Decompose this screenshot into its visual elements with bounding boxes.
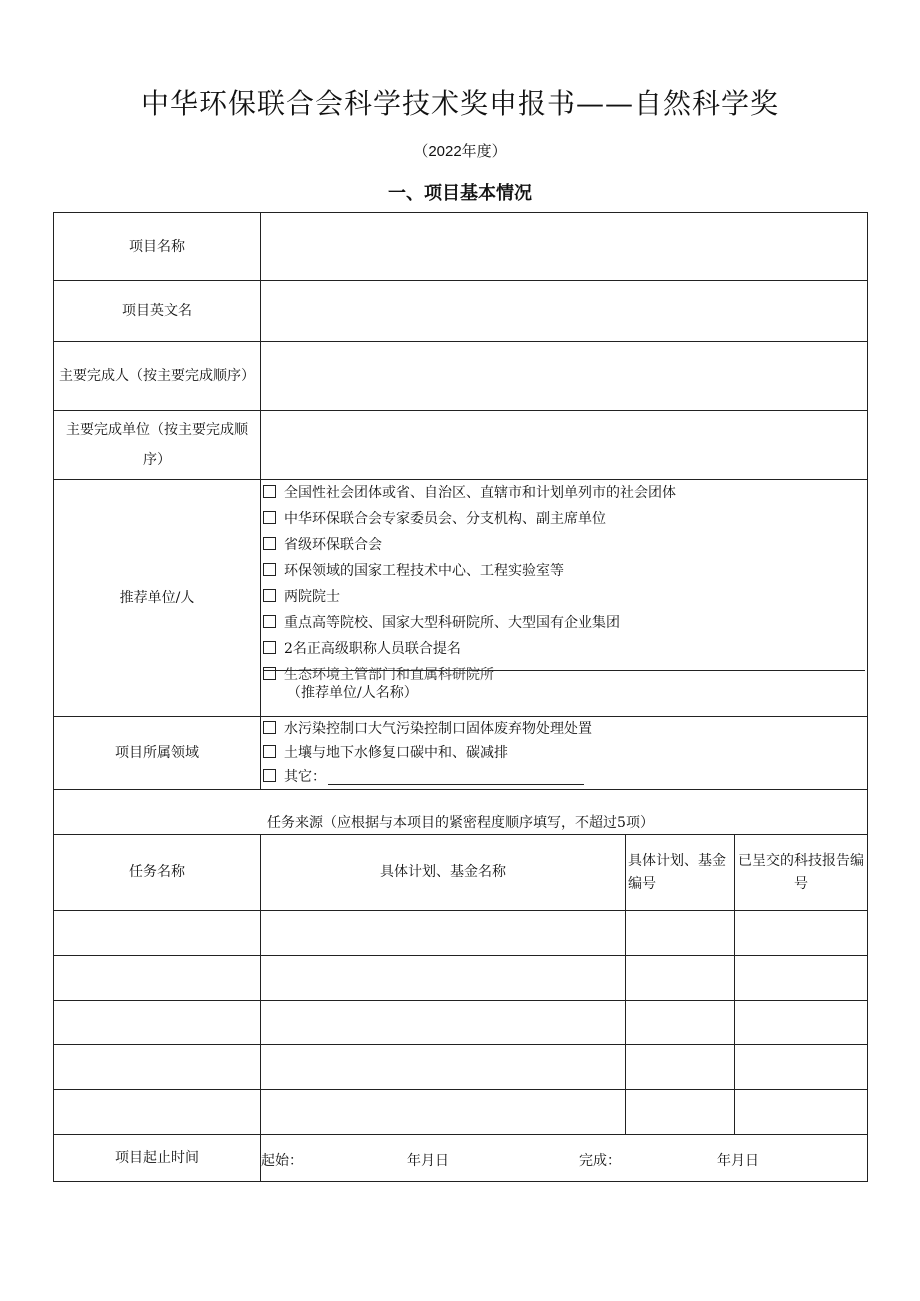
table-row <box>54 956 868 1001</box>
other-input-line[interactable] <box>328 770 584 785</box>
end-date[interactable]: 年月日 <box>717 1153 759 1169</box>
cell-plan-no[interactable] <box>626 1001 735 1045</box>
header-plan-name: 具体计划、基金名称 <box>261 835 626 911</box>
row-project-en-name <box>54 281 868 342</box>
period-cell <box>261 1135 868 1182</box>
row-recommender <box>54 480 868 717</box>
checkbox-icon[interactable] <box>263 769 276 782</box>
row-task-headers <box>54 835 868 911</box>
cell-report-no[interactable] <box>735 1001 868 1045</box>
cell-report-no[interactable] <box>735 1090 868 1135</box>
checkbox-icon[interactable] <box>263 745 276 758</box>
start-label: 起始： <box>261 1153 303 1169</box>
label-main-completers: 主要完成人（按主要完成顺序） <box>54 342 261 411</box>
header-task-name: 任务名称 <box>54 835 261 911</box>
cell-plan-name[interactable] <box>261 1045 626 1090</box>
recommender-option[interactable]: 省级环保联合会 <box>263 532 865 558</box>
cell-task-name[interactable] <box>54 1045 261 1090</box>
label-project-en-name: 项目英文名 <box>54 281 261 342</box>
table-row <box>54 1090 868 1135</box>
recommender-option[interactable]: 重点高等院校、国家大型科研院所、大型国有企业集团 <box>263 610 865 636</box>
header-report-no: 已呈交的科技报告编号 <box>735 835 868 911</box>
input-project-en-name[interactable] <box>261 281 868 342</box>
checkbox-icon[interactable] <box>263 641 276 654</box>
recommender-option[interactable]: 全国性社会团体或省、自治区、直辖市和计划单列市的社会团体 <box>263 480 865 506</box>
recommender-option[interactable]: 生态环境主管部门和直属科研院所 <box>263 662 865 675</box>
cell-report-no[interactable] <box>735 1045 868 1090</box>
recommender-options <box>263 480 865 683</box>
checkbox-icon[interactable] <box>263 721 276 734</box>
label-domain: 项目所属领域 <box>54 717 261 790</box>
row-period <box>54 1135 868 1182</box>
cell-plan-no[interactable] <box>626 1045 735 1090</box>
cell-task-name[interactable] <box>54 911 261 956</box>
year-label: （2022年度） <box>413 143 507 160</box>
checkbox-icon[interactable] <box>263 563 276 576</box>
cell-plan-no[interactable] <box>626 911 735 956</box>
end-label: 完成： <box>579 1153 621 1169</box>
row-domain <box>54 717 868 790</box>
header-plan-no: 具体计划、基金编号 <box>626 835 735 911</box>
task-source-heading: 任务来源（应根据与本项目的紧密程度顺序填写，不超过5项） <box>54 790 868 835</box>
row-main-units <box>54 411 868 480</box>
document-title: 中华环保联合会科学技术奖申报书——自然科学奖 <box>140 87 779 120</box>
row-project-name <box>54 213 868 281</box>
domain-option[interactable]: 土壤与地下水修复口碳中和、碳减排 <box>263 741 865 765</box>
checkbox-icon[interactable] <box>263 511 276 524</box>
row-main-completers <box>54 342 868 411</box>
table-row <box>54 1045 868 1090</box>
cell-report-no[interactable] <box>735 911 868 956</box>
label-period: 项目起止时间 <box>54 1135 261 1182</box>
cell-plan-name[interactable] <box>261 911 626 956</box>
recommender-option[interactable]: 环保领域的国家工程技术中心、工程实验室等 <box>263 558 865 584</box>
cell-task-name[interactable] <box>54 1001 261 1045</box>
cell-plan-name[interactable] <box>261 1001 626 1045</box>
table-row <box>54 911 868 956</box>
cell-report-no[interactable] <box>735 956 868 1001</box>
domain-cell <box>261 717 868 790</box>
cell-plan-name[interactable] <box>261 1090 626 1135</box>
domain-option-other[interactable]: 其它： <box>263 765 865 789</box>
checkbox-icon[interactable] <box>263 667 276 680</box>
domain-option[interactable]: 水污染控制口大气污染控制口固体废弃物处理处置 <box>263 717 865 741</box>
checkbox-icon[interactable] <box>263 589 276 602</box>
recommender-option[interactable]: 中华环保联合会专家委员会、分支机构、副主席单位 <box>263 506 865 532</box>
checkbox-icon[interactable] <box>263 537 276 550</box>
input-project-name[interactable] <box>261 213 868 281</box>
row-task-source-heading <box>54 790 868 835</box>
label-recommender: 推荐单位/人 <box>54 480 261 717</box>
table-row <box>54 1001 868 1045</box>
recommender-name-label[interactable]: （推荐单位/人名称） <box>287 685 418 701</box>
input-main-units[interactable] <box>261 411 868 480</box>
basic-info-table <box>53 212 868 1182</box>
checkbox-icon[interactable] <box>263 615 276 628</box>
label-main-units: 主要完成单位（按主要完成顺序） <box>54 411 261 480</box>
section-heading: 一、项目基本情况 <box>388 183 532 204</box>
cell-plan-no[interactable] <box>626 1090 735 1135</box>
recommender-option[interactable]: 2名正高级职称人员联合提名 <box>263 636 865 662</box>
cell-task-name[interactable] <box>54 956 261 1001</box>
cell-plan-name[interactable] <box>261 956 626 1001</box>
recommender-cell <box>261 480 868 717</box>
checkbox-icon[interactable] <box>263 485 276 498</box>
cell-task-name[interactable] <box>54 1090 261 1135</box>
start-date[interactable]: 年月日 <box>407 1153 449 1169</box>
recommender-option[interactable]: 两院院士 <box>263 584 865 610</box>
cell-plan-no[interactable] <box>626 956 735 1001</box>
label-project-name: 项目名称 <box>54 213 261 281</box>
input-main-completers[interactable] <box>261 342 868 411</box>
